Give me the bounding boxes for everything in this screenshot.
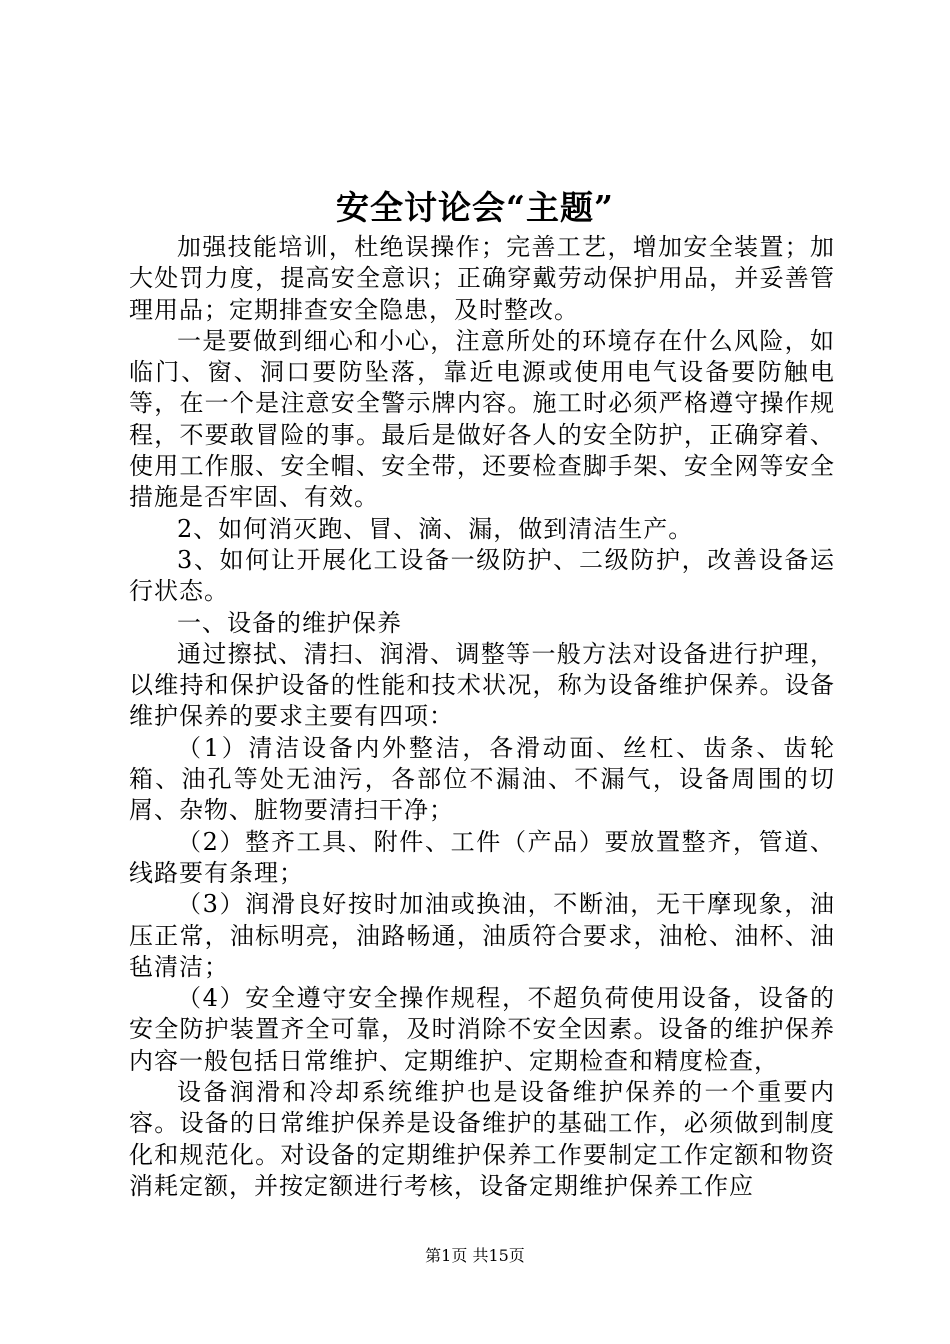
paragraph: 通过擦拭、清扫、润滑、调整等一般方法对设备进行护理，以维持和保护设备的性能和技术状况，称为设备维护保养。设备维护保养的要求主要有四项： xyxy=(129,639,835,731)
document-title: 安全讨论会“主题” xyxy=(336,188,614,227)
paragraph: 设备润滑和冷却系统维护也是设备维护保养的一个重要内容。设备的日常维护保养是设备维护的基础工作，必须做到制度化和规范化。对设备的定期维护保养工作要制定工作定额和物资消耗定额，并按定额进行考核，设备定期维护保养工作应 xyxy=(129,1078,835,1200)
list-item: （2）整齐工具、附件、工件（产品）要放置整齐，管道、线路要有条理； xyxy=(129,827,835,887)
page-number-footer: 第1页 共15页 xyxy=(425,1246,525,1265)
list-item: （4）安全遵守安全操作规程，不超负荷使用设备，设备的安全防护装置齐全可靠，及时消除不安全因素。设备的维护保养内容一般包括日常维护、定期维护、定期检查和精度检查， xyxy=(129,984,835,1075)
paragraph: 2、如何消灭跑、冒、滴、漏，做到清洁生产。 xyxy=(177,514,694,543)
document-body xyxy=(129,232,835,1202)
paragraph: 加强技能培训，杜绝误操作；完善工艺，增加安全装置；加大处罚力度，提高安全意识；正确穿戴劳动保护用品，并妥善管理用品；定期排查安全隐患，及时整改。 xyxy=(129,233,835,324)
section-heading: 一、设备的维护保养 xyxy=(177,608,402,637)
list-item: （3）润滑良好按时加油或换油，不断油，无干摩现象，油压正常，油标明亮，油路畅通，油质符合要求，油枪、油杯、油毡清洁； xyxy=(129,890,835,981)
paragraph: 一是要做到细心和小心，注意所处的环境存在什么风险，如临门、窗、洞口要防坠落，靠近电源或使用电气设备要防触电等，在一个是注意安全警示牌内容。施工时必须严格遵守操作规程，不要敢冒险的事。最后是做好各人的安全防护，正确穿着、使用工作服、安全帽、安全带，还要检查脚手架、安全网等安全措施是否牢固、有效。 xyxy=(129,326,835,512)
list-item: （1）清洁设备内外整洁，各滑动面、丝杠、齿条、齿轮箱、油孔等处无油污，各部位不漏油、不漏气，设备周围的切屑、杂物、脏物要清扫干净； xyxy=(129,733,835,825)
paragraph: 3、如何让开展化工设备一级防护、二级防护，改善设备运行状态。 xyxy=(129,545,835,606)
